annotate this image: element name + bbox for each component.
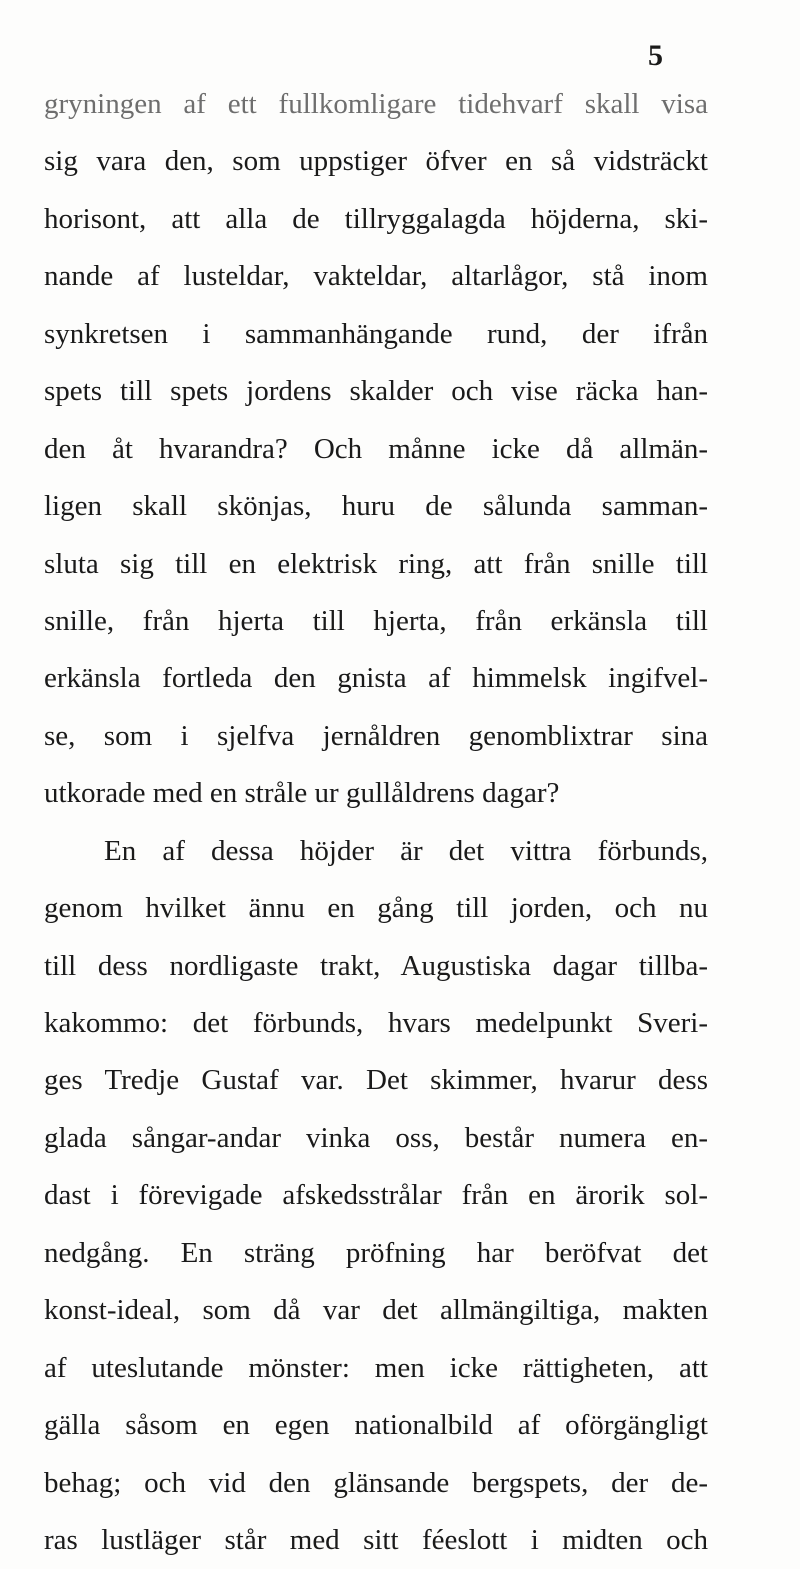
page-number: 5: [648, 39, 663, 72]
text-line: nedgång. En sträng pröfning har beröfvat det: [44, 1236, 708, 1269]
text-line: konst-ideal, som då var det allmängiltiga, makten: [44, 1294, 708, 1327]
text-line: af uteslutande mönster: men icke rättigheten, att: [44, 1351, 708, 1384]
text-line: snille, från hjerta till hjerta, från erkänsla till: [44, 604, 708, 637]
text-line: ras lustläger står med sitt féeslott i midten och: [44, 1523, 708, 1556]
text-line: genom hvilket ännu en gång till jorden, och nu: [44, 892, 708, 925]
text-line: erkänsla fortleda den gnista af himmelsk ingifvel-: [44, 662, 708, 695]
text-line: den åt hvarandra? Och månne icke då allmän-: [44, 432, 708, 465]
text-line: spets till spets jordens skalder och vise räcka han-: [44, 375, 708, 408]
text-line: gryningen af ett fullkomligare tidehvarf skall visa: [44, 88, 708, 120]
text-line: se, som i sjelfva jernåldren genomblixtrar sina: [44, 719, 708, 752]
text-line: kakommo: det förbunds, hvars medelpunkt Sveri-: [44, 1007, 708, 1039]
text-line: En af dessa höjder är det vittra förbunds,: [104, 834, 708, 867]
text-line: till dess nordligaste trakt, Augustiska dagar tillba-: [44, 949, 708, 982]
text-line: sluta sig till en elektrisk ring, att från snille till: [44, 547, 708, 580]
text-line: sig vara den, som uppstiger öfver en så vidsträckt: [44, 145, 708, 178]
text-line: synkretsen i sammanhängande rund, der ifrån: [44, 317, 708, 350]
text-line: ligen skall skönjas, huru de sålunda samman-: [44, 490, 708, 523]
text-line: dast i förevigade afskedsstrålar från en ärorik sol-: [44, 1179, 708, 1212]
text-line: nande af lusteldar, vakteldar, altarlågor, stå inom: [44, 260, 708, 293]
text-line: horisont, att alla de tillryggalagda höjderna, ski-: [44, 202, 708, 235]
text-line: behag; och vid den glänsande bergspets, der de-: [44, 1466, 708, 1499]
text-line: gälla såsom en egen nationalbild af oförgängligt: [44, 1409, 708, 1442]
text-line: glada sångar-andar vinka oss, består numera en-: [44, 1121, 708, 1154]
body-text: [44, 76, 708, 1569]
text-line: utkorade med en stråle ur gullåldrens dagar?: [44, 777, 560, 810]
text-line: ges Tredje Gustaf var. Det skimmer, hvarur dess: [44, 1064, 708, 1097]
